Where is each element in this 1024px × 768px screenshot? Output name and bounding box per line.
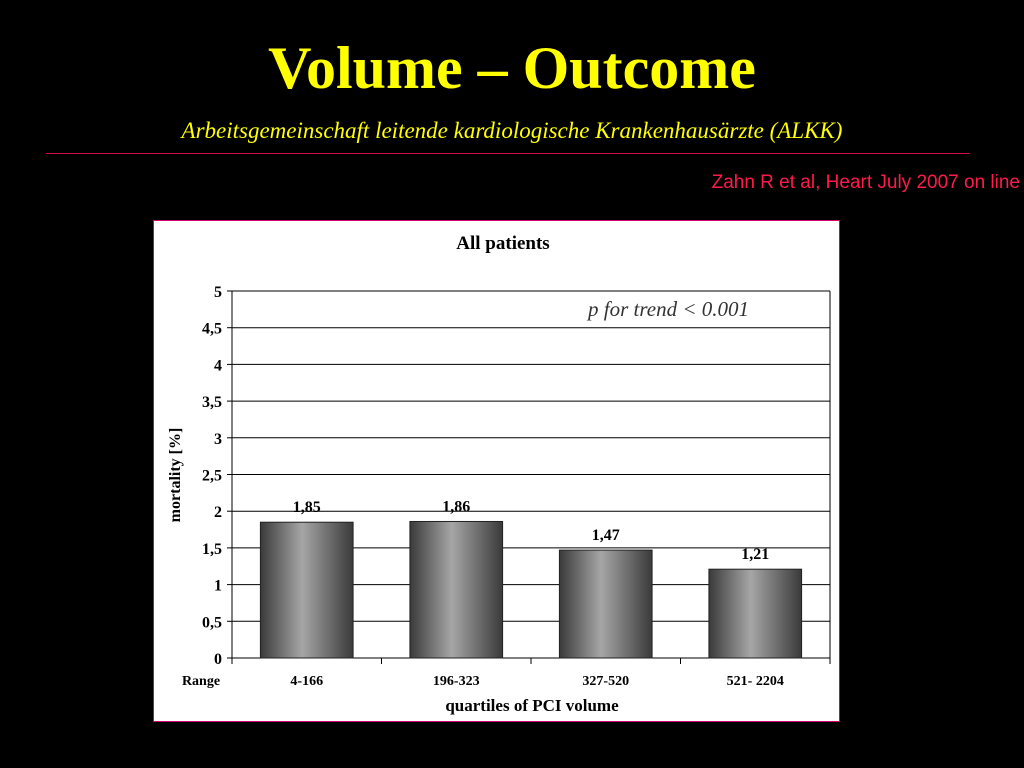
y-tick-label: 0 (214, 651, 222, 668)
y-tick-label: 1 (214, 577, 222, 595)
citation: Zahn R et al, Heart July 2007 on line (711, 172, 1020, 193)
bar-196-323 (410, 521, 503, 658)
title-divider (46, 153, 970, 154)
y-tick-label: 3 (214, 430, 222, 448)
data-label: 1,47 (591, 527, 620, 545)
chart-frame (153, 220, 840, 722)
x-tick-label: 196-323 (432, 674, 480, 689)
y-tick-label: 0,5 (202, 614, 222, 632)
data-label: 1,21 (741, 546, 770, 564)
y-tick-label: 1,5 (202, 540, 222, 558)
x-tick-label: 521- 2204 (726, 674, 784, 689)
x-axis-label: quartiles of PCI volume (445, 696, 619, 715)
bar-521- 2204 (709, 569, 802, 658)
bar-4-166 (260, 522, 353, 658)
chart-title: All patients (456, 233, 550, 254)
y-tick-label: 2,5 (202, 467, 222, 485)
bar-chart (154, 221, 841, 723)
y-tick-label: 3,5 (202, 394, 222, 412)
range-row-label: Range (181, 674, 221, 689)
y-tick-label: 2 (214, 504, 222, 522)
data-label: 1,85 (292, 499, 321, 517)
x-tick-label: 327-520 (582, 674, 630, 689)
y-tick-label: 4,5 (202, 320, 222, 338)
y-tick-label: 5 (214, 284, 222, 301)
slide-title: Volume – Outcome (268, 35, 756, 101)
trend-annotation: p for trend < 0.001 (588, 297, 749, 321)
bar-327-520 (559, 550, 652, 658)
y-tick-label: 4 (214, 357, 222, 375)
x-tick-label: 4-166 (290, 674, 324, 689)
slide-subtitle: Arbeitsgemeinschaft leitende kardiologische Krankenhausärzte (ALKK) (181, 118, 843, 143)
data-label: 1,86 (442, 498, 471, 516)
y-axis-label: mortality [%] (167, 427, 184, 523)
